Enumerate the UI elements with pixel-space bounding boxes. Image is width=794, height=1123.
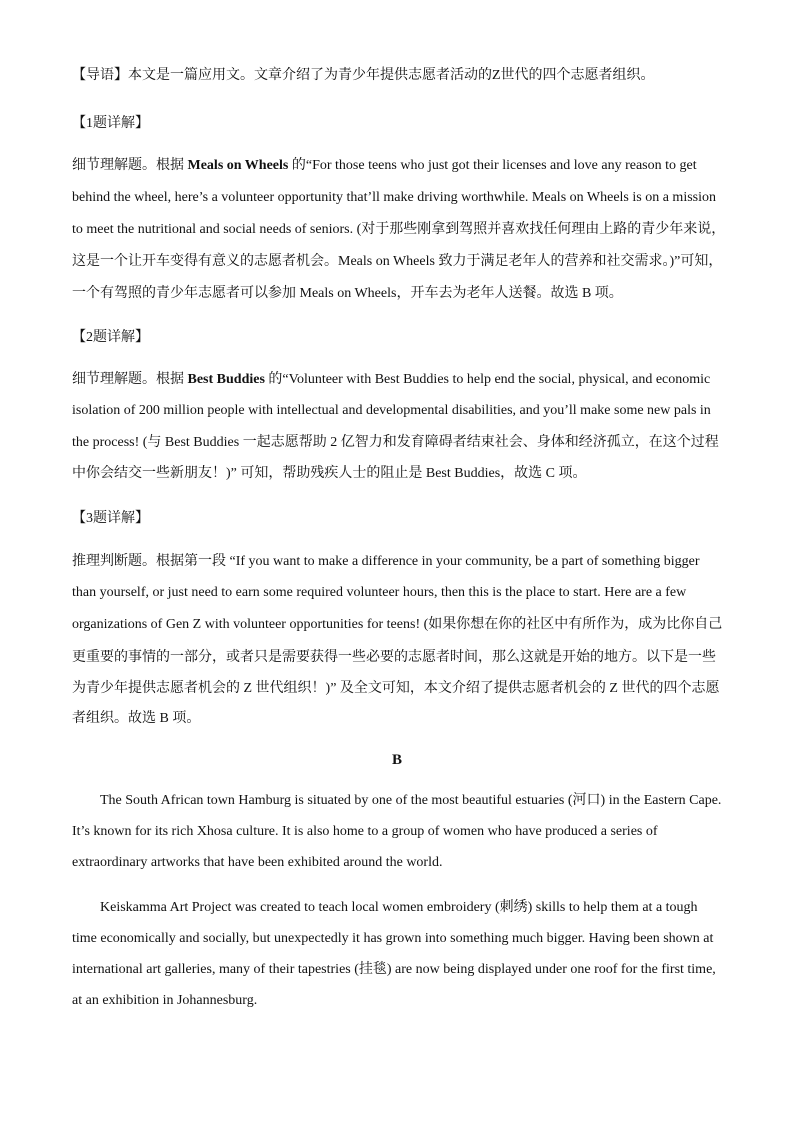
q3-heading: 【3题详解】	[72, 511, 149, 526]
q2-line-1-suffix: 的“Volunteer with Best Buddies to help end the social, physical, and economic	[264, 372, 711, 387]
q1-line-1-suffix: 的“For those teens who just got their licenses and love any reason to get	[288, 158, 697, 173]
section-b-title: B	[391, 752, 402, 768]
q1-line-4: 这是一个让开车变得有意义的志愿者机会。Meals on Wheels 致力于满足老年人的营养和社交需求。)”可知，	[72, 254, 723, 269]
b-p2-line-4: at an exhibition in Johannesburg.	[72, 993, 258, 1008]
q1-line-1	[72, 156, 726, 176]
q2-org-name: Best Buddies	[187, 372, 265, 387]
b-p2-line-2: time economically and socially, but unexpectedly it has grown into something much bigger. Having been shown at	[72, 931, 714, 946]
intro-text: 【导语】本文是一篇应用文。文章介绍了为青少年提供志愿者活动的Z世代的四个志愿者组织。	[72, 68, 655, 83]
q2-heading: 【2题详解】	[72, 330, 149, 345]
q1-line-1-prefix: 细节理解题。根据	[72, 158, 188, 173]
q2-line-2: isolation of 200 million people with intellectual and developmental disabilities, and you’ll make some new pals in	[72, 403, 711, 418]
q2-line-1	[72, 370, 726, 390]
q2-line-3: the process! (与 Best Buddies 一起志愿帮助 2 亿智力和发育障碍者结束社会、身体和经济孤立，在这个过程	[72, 435, 719, 450]
q2-line-1-prefix: 细节理解题。根据	[72, 372, 188, 387]
b-p1-line-3: extraordinary artworks that have been exhibited around the world.	[72, 855, 443, 870]
q3-line-4: 更重要的事情的一部分，或者只是需要获得一些必要的志愿者时间，那么这就是开始的地方。以下是一些	[72, 650, 716, 665]
b-p2-line-1: Keiskamma Art Project was created to teach local women embroidery (刺绣) skills to help them at a tough	[100, 900, 698, 915]
q1-line-2: behind the wheel, here’s a volunteer opportunity that’ll make driving worthwhile. Meals on Wheels is on a mission	[72, 190, 716, 205]
q1-heading: 【1题详解】	[72, 116, 149, 131]
b-p2-line-3: international art galleries, many of their tapestries (挂毯) are now being displayed under one roof for the first time,	[72, 962, 716, 977]
q1-line-3: to meet the nutritional and social needs of seniors. (对于那些刚拿到驾照并喜欢找任何理由上路的青少年来说，	[72, 222, 726, 237]
q3-line-5: 为青少年提供志愿者机会的 Z 世代组织！)” 及全文可知，本文介绍了提供志愿者机会的 Z 世代的四个志愿	[72, 681, 720, 696]
q1-line-5: 一个有驾照的青少年志愿者可以参加 Meals on Wheels，开车去为老年人送餐。故选 B 项。	[72, 286, 623, 301]
q3-line-2: than yourself, or just need to earn some required volunteer hours, then this is the place to start. Here are a few	[72, 585, 687, 600]
q2-line-4: 中你会结交一些新朋友！)” 可知，帮助残疾人士的阻止是 Best Buddies，故选 C 项。	[72, 466, 587, 481]
b-p1-line-1: The South African town Hamburg is situated by one of the most beautiful estuaries (河口) in the Eastern Cape.	[100, 793, 722, 808]
q3-line-6: 者组织。故选 B 项。	[72, 711, 201, 726]
q3-line-1: 推理判断题。根据第一段 “If you want to make a difference in your community, be a part of something bigger	[72, 554, 700, 569]
q1-org-name: Meals on Wheels	[187, 158, 289, 173]
q3-line-3: organizations of Gen Z with volunteer opportunities for teens! (如果你想在你的社区中有所作为，成为比你自己	[72, 617, 723, 632]
b-p1-line-2: It’s known for its rich Xhosa culture. It is also home to a group of women who have produced a series of	[72, 824, 658, 839]
